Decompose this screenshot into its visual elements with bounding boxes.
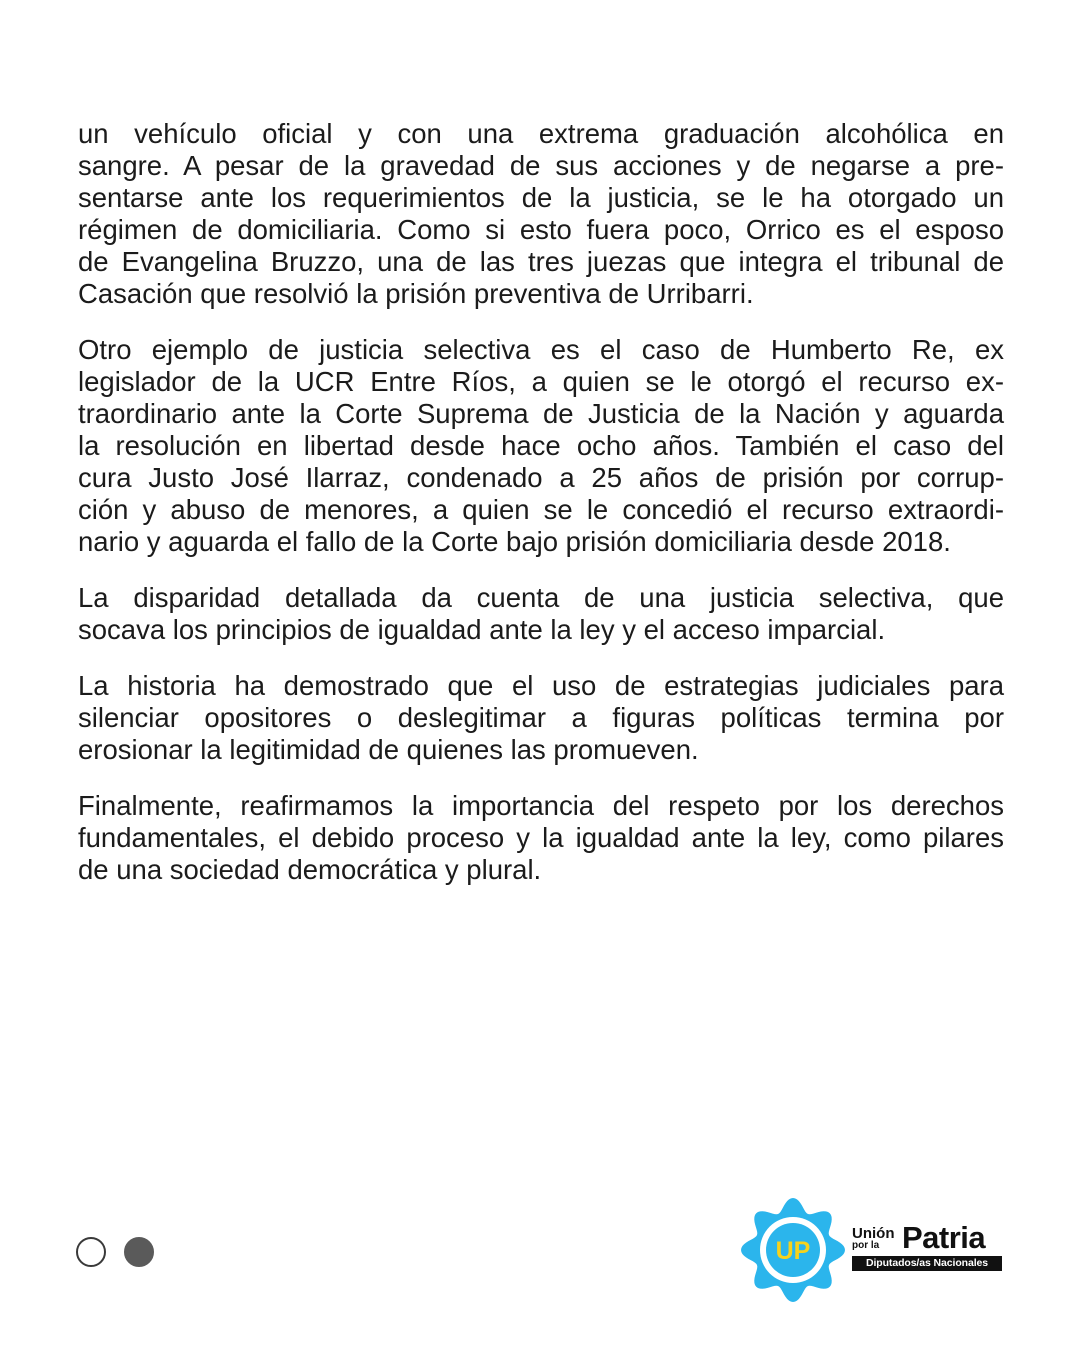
logo-union-text: Unión [852,1225,895,1242]
paragraph-3 [78,582,1004,646]
sun-emblem-icon [738,1195,848,1305]
text-line: un vehículo oficial y con una extrema graduación alcohólica en [78,118,1004,149]
page-dot-2-active[interactable] [124,1237,154,1267]
text-line: Casación que resolvió la prisión preventiva de Urribarri. [78,278,754,309]
text-line: erosionar la legitimidad de quienes las promueven. [78,734,699,765]
text-line: cura Justo José Ilarraz, condenado a 25 años de prisión por corrup- [78,462,1004,493]
text-line: La disparidad detallada da cuenta de una justicia selectiva, que [78,582,1004,613]
logo-porla-text: por la [852,1240,880,1251]
page-dot-1[interactable] [76,1237,106,1267]
paragraph-5 [78,790,1004,886]
text-line: socava los principios de igualdad ante la ley y el acceso imparcial. [78,614,886,645]
paragraph-2 [78,334,1004,558]
text-line: nario y aguarda el fallo de la Corte bajo prisión domiciliaria desde 2018. [78,526,951,557]
text-line: La historia ha demostrado que el uso de estrategias judiciales para [78,670,1004,701]
text-line: sentarse ante los requerimientos de la justicia, se le ha otorgado un [78,182,1004,213]
text-line: fundamentales, el debido proceso y la igualdad ante la ley, como pilares [78,822,1004,853]
text-line: sangre. A pesar de la gravedad de sus acciones y de negarse a pre- [78,150,1004,181]
text-line: Otro ejemplo de justicia selectiva es el caso de Humberto Re, ex [78,334,1004,365]
text-line: la resolución en libertad desde hace ocho años. También el caso del [78,430,1004,461]
text-line: silenciar opositores o deslegitimar a figuras políticas termina por [78,702,1004,733]
logo-tagline: Diputados/as Nacionales [852,1256,1002,1271]
paragraph-4 [78,670,1004,766]
text-line: legislador de la UCR Entre Ríos, a quien se le otorgó el recurso ex- [78,366,1004,397]
text-line: traordinario ante la Corte Suprema de Justicia de la Nación y aguarda [78,398,1004,429]
text-line: ción y abuso de menores, a quien se le concedió el recurso extraordi- [78,494,1004,525]
text-line: Finalmente, reafirmamos la importancia del respeto por los derechos [78,790,1004,821]
logo-wordmark [852,1220,1004,1277]
carousel-pagination [76,1235,154,1269]
text-line: régimen de domiciliaria. Como si esto fuera poco, Orrico es el esposo [78,214,1004,245]
article-body [78,118,1004,910]
paragraph-1 [78,118,1004,310]
logo-patria-text: Patria [902,1220,986,1255]
text-line: de una sociedad democrática y plural. [78,854,542,885]
text-line: de Evangelina Bruzzo, una de las tres juezas que integra el tribunal de [78,246,1004,277]
emblem-text: UP [775,1237,811,1265]
union-por-la-patria-logo [738,1195,1008,1305]
